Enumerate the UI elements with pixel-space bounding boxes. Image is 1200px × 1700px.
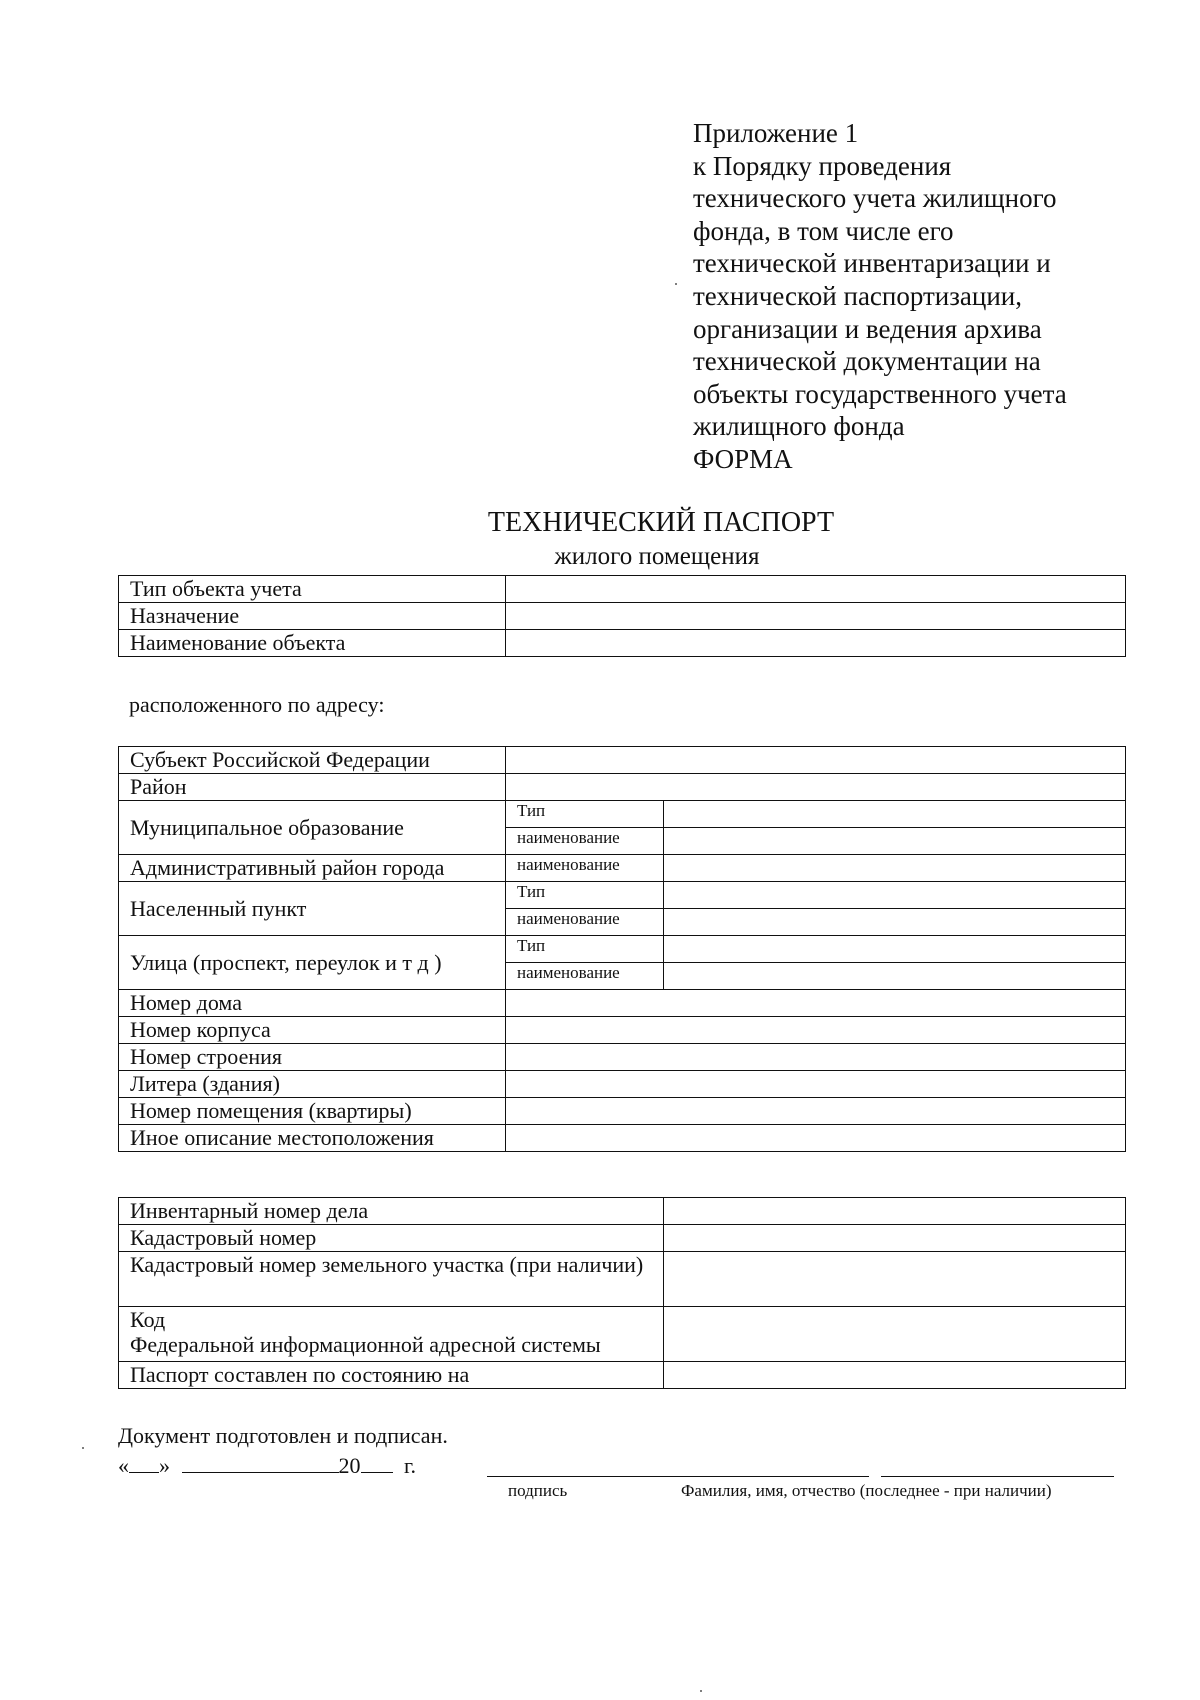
other-location-field[interactable] [506, 1125, 1126, 1152]
quote-open: « [118, 1453, 129, 1478]
table-row [119, 1071, 1126, 1098]
table-row [119, 1125, 1126, 1152]
appendix-line: технической документации на [693, 346, 1041, 377]
table-row [119, 603, 1126, 630]
scan-speck [700, 1690, 702, 1692]
structure-number-label: Номер строения [119, 1044, 506, 1071]
structure-number-field[interactable] [506, 1044, 1126, 1071]
admin-district-label: Административный район города [119, 855, 506, 882]
as-of-field[interactable] [664, 1362, 1126, 1389]
year-blank[interactable] [361, 1452, 393, 1473]
scan-speck [675, 283, 677, 285]
litera-field[interactable] [506, 1071, 1126, 1098]
municipal-type-field[interactable] [664, 801, 1126, 828]
table-row [119, 801, 1126, 828]
year-suffix: г. [404, 1453, 417, 1478]
settlement-name-field[interactable] [664, 909, 1126, 936]
table-row [119, 1362, 1126, 1389]
apartment-number-label: Номер помещения (квартиры) [119, 1098, 506, 1125]
signature-line[interactable] [487, 1476, 869, 1477]
year-prefix: 20 [338, 1453, 361, 1478]
appendix-line: фонда, в том числе его [693, 215, 954, 246]
fias-code-line: Код [130, 1307, 166, 1332]
appendix-line: Приложение 1 [693, 118, 859, 148]
full-name-caption: Фамилия, имя, отчество (последнее - при наличии) [681, 1481, 1052, 1500]
object-type-label: Тип объекта учета [119, 576, 506, 603]
date-line [118, 1452, 416, 1479]
registry-table [118, 1197, 1126, 1389]
settlement-type-field[interactable] [664, 882, 1126, 909]
address-table [118, 746, 1126, 1152]
table-row [119, 1225, 1126, 1252]
form-label: ФОРМА [693, 443, 793, 474]
type-label: Тип [506, 936, 664, 963]
appendix-line: технической паспортизации, [693, 280, 1022, 311]
name-label: наименование [506, 909, 664, 936]
table-row [119, 1198, 1126, 1225]
table-row [119, 1044, 1126, 1071]
appendix-line: технической инвентаризации и [693, 248, 1051, 279]
subject-field[interactable] [506, 747, 1126, 774]
table-row [119, 1017, 1126, 1044]
table-row [119, 1252, 1126, 1307]
cadastral-number-label: Кадастровый номер [119, 1225, 664, 1252]
street-label: Улица (проспект, переулок и т д ) [119, 936, 506, 990]
as-of-label: Паспорт составлен по состоянию на [119, 1362, 664, 1389]
table-row [119, 576, 1126, 603]
table-row [119, 990, 1126, 1017]
table-row [119, 855, 1126, 882]
litera-label: Литера (здания) [119, 1071, 506, 1098]
name-label: наименование [506, 828, 664, 855]
table-row [119, 936, 1126, 963]
fias-code-label [119, 1307, 664, 1362]
name-label: наименование [506, 855, 664, 882]
street-type-field[interactable] [664, 936, 1126, 963]
type-label: Тип [506, 882, 664, 909]
land-cadastral-number-label: Кадастровый номер земельного участка (при наличии) [119, 1252, 664, 1307]
day-blank[interactable] [129, 1452, 159, 1473]
cadastral-number-field[interactable] [664, 1225, 1126, 1252]
municipal-label: Муниципальное образование [119, 801, 506, 855]
appendix-line: объекты государственного учета [693, 378, 1067, 409]
inventory-number-field[interactable] [664, 1198, 1126, 1225]
district-field[interactable] [506, 774, 1126, 801]
table-row [119, 630, 1126, 657]
table-row [119, 1307, 1126, 1362]
table-row [119, 1098, 1126, 1125]
house-number-label: Номер дома [119, 990, 506, 1017]
object-name-field[interactable] [506, 630, 1126, 657]
purpose-label: Назначение [119, 603, 506, 630]
table-row [119, 747, 1126, 774]
street-name-field[interactable] [664, 963, 1126, 990]
house-number-field[interactable] [506, 990, 1126, 1017]
name-label: наименование [506, 963, 664, 990]
table-row [119, 882, 1126, 909]
type-label: Тип [506, 801, 664, 828]
fias-code-line: Федеральной информационной адресной системы [130, 1332, 601, 1357]
building-number-field[interactable] [506, 1017, 1126, 1044]
signature-caption: подпись [508, 1481, 568, 1500]
object-table [118, 575, 1126, 657]
municipal-name-field[interactable] [664, 828, 1126, 855]
document-subtitle: жилого помещения [554, 543, 760, 570]
appendix-header [693, 117, 1153, 476]
quote-close: » [159, 1453, 170, 1478]
building-number-label: Номер корпуса [119, 1017, 506, 1044]
land-cadastral-number-field[interactable] [664, 1252, 1126, 1307]
appendix-line: к Порядку проведения [693, 150, 952, 181]
apartment-number-field[interactable] [506, 1098, 1126, 1125]
settlement-label: Населенный пункт [119, 882, 506, 936]
purpose-field[interactable] [506, 603, 1126, 630]
other-location-label: Иное описание местоположения [119, 1125, 506, 1152]
appendix-line: технического учета жилищного [693, 183, 1057, 214]
full-name-line[interactable] [881, 1476, 1114, 1477]
month-blank[interactable] [182, 1452, 339, 1473]
table-row [119, 774, 1126, 801]
admin-district-name-field[interactable] [664, 855, 1126, 882]
fias-code-field[interactable] [664, 1307, 1126, 1362]
subject-label: Субъект Российской Федерации [119, 747, 506, 774]
object-type-field[interactable] [506, 576, 1126, 603]
object-name-label: Наименование объекта [119, 630, 506, 657]
appendix-line: жилищного фонда [693, 411, 905, 442]
document-signed-text: Документ подготовлен и подписан. [118, 1423, 448, 1448]
district-label: Район [119, 774, 506, 801]
scan-speck [82, 1447, 84, 1449]
address-label: расположенного по адресу: [129, 692, 385, 717]
document-title: ТЕХНИЧЕСКИЙ ПАСПОРТ [487, 507, 835, 538]
inventory-number-label: Инвентарный номер дела [119, 1198, 664, 1225]
appendix-line: организации и ведения архива [693, 313, 1042, 344]
